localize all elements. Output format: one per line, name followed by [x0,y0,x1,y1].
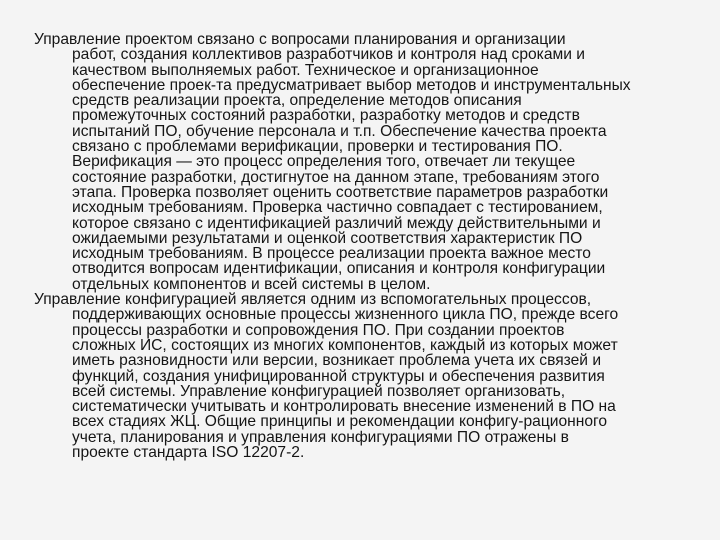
text-line: связано с проблемами верификации, проверки и тестирования ПО. [72,138,563,156]
text-line: работ, создания коллективов разработчиков и контроля над сроками и [72,46,585,64]
text-line: всех стадиях ЖЦ. Общие принципы и рекомендации конфигу-рационного [72,413,608,431]
text-line: исходным требованиям. Проверка частично совпадает с тестированием, [72,199,603,217]
text-line: процессы разработки и сопровождения ПО. При создании проектов [72,321,565,339]
text-line: систематически учитывать и контролировать внесение изменений в ПО на [72,398,616,416]
paragraph-configuration-management [34,292,694,460]
paragraph-project-management [34,32,694,292]
text-line: качеством выполняемых работ. Техническое и организационное [72,61,539,79]
text-line: состояние разработки, достигнутое на данном этапе, требованиям этого [72,168,600,186]
text-line: поддерживающих основные процессы жизненного цикла ПО, прежде всего [72,306,619,324]
text-line: ожидаемыми результатами и оценкой соответствия характеристик ПО [72,229,583,247]
text-line: промежуточных состояний разработки, разработку методов и средств [72,107,580,125]
text-line: средств реализации проекта, определение методов описания [72,92,522,110]
text-line: обеспечение проек-та предусматривает выбор методов и инструментальных [72,76,631,94]
text-line: отводится вопросам идентификации, описания и контроля конфигурации [72,260,606,278]
text-line: функций, создания унифицированной структуры и обеспечения развития [72,367,605,385]
text-body [34,32,694,460]
text-line: которое связано с идентификацией различий между действительными и [72,214,601,232]
paragraph-first-line: Управление проектом связано с вопросами планирования и организации [34,31,566,48]
text-line: Верификация — это процесс определения того, отвечает ли текущее [72,153,576,171]
text-line: сложных ИС, состоящих из многих компонентов, каждый из которых может [72,336,618,354]
text-line: иметь разновидности или версии, возникает проблема учета их связей и [72,352,602,370]
paragraph-first-line: Управление конфигурацией является одним из вспомогательных процессов, [34,291,592,309]
text-line: отдельных компонентов и всей системы в целом. [72,275,431,293]
text-line: исходным требованиям. В процессе реализации проекта важное место [72,245,591,263]
text-line: испытаний ПО, обучение персонала и т.п. Обеспечение качества проекта [72,122,607,140]
text-line: этапа. Проверка позволяет оценить соответствие параметров разработки [72,183,609,201]
text-line: учета, планирования и управления конфигурациями ПО отражены в [72,428,569,446]
text-line: всей системы. Управление конфигурацией позволяет организовать, [72,382,566,400]
text-line: проекте стандарта ISO 12207-2. [72,444,305,462]
